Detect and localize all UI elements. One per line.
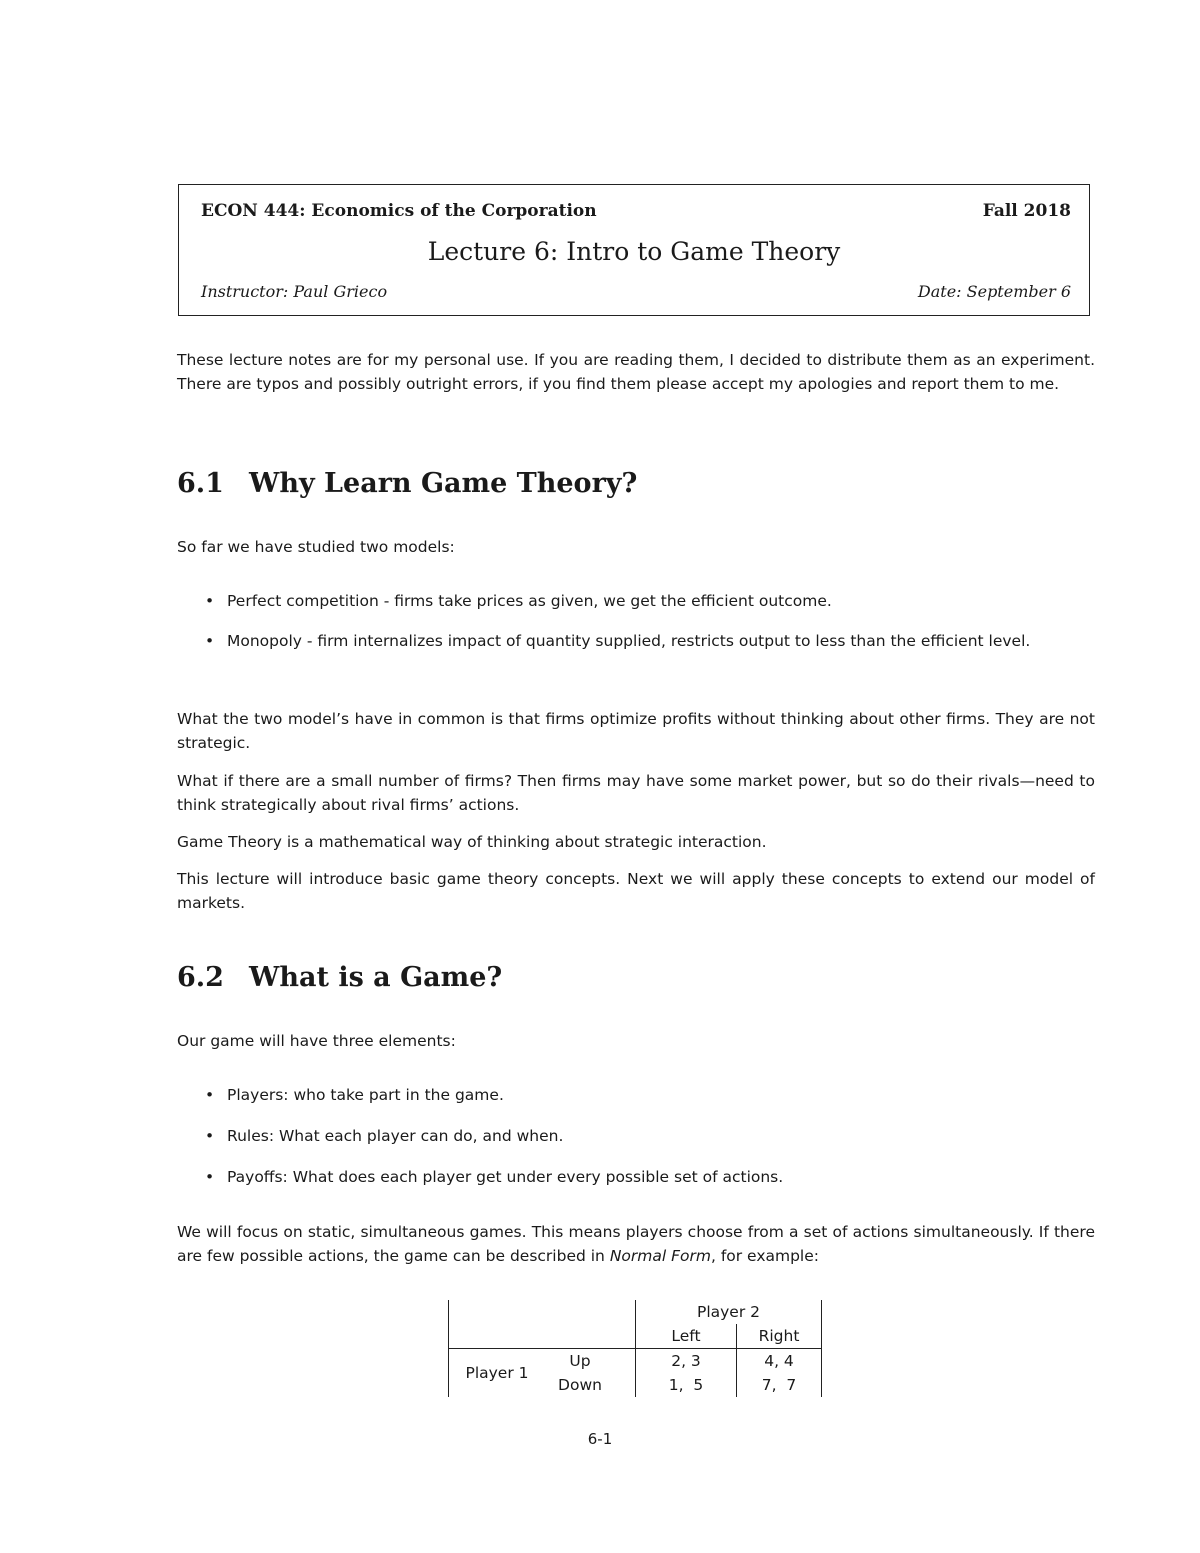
player1-cell	[449, 1349, 636, 1398]
section-title: What is a Game?	[249, 962, 503, 993]
page-number: 6-1	[587, 1430, 613, 1448]
closing-text: We will focus on static, simultaneous games. This means players choose from a set of actions simultaneously. If there are few possible actions, the game can be described in	[177, 1223, 1095, 1265]
list-item: • Perfect competition - firms take prices as given, we get the efficient outcome.	[205, 589, 1095, 613]
section-heading-6-1	[177, 468, 637, 499]
list-item: • Monopoly - firm internalizes impact of quantity supplied, restricts output to less than the efficient level.	[205, 629, 1095, 653]
section2-closing-paragraph	[177, 1220, 1095, 1268]
payoff-down-left: 1, 5	[636, 1373, 737, 1397]
instructor-label: Instructor: Paul Grieco	[201, 282, 388, 301]
column-header-left: Left	[636, 1324, 737, 1349]
table-cell-empty	[449, 1300, 636, 1324]
section1-paragraph: What the two model’s have in common is that firms optimize profits without thinking about other firms. They are not strategic.	[177, 710, 1095, 752]
section1-paragraph: This lecture will introduce basic game theory concepts. Next we will apply these concepts to extend our model of markets.	[177, 870, 1095, 912]
term-label: Fall 2018	[982, 201, 1071, 221]
list-item: • Players: who take part in the game.	[205, 1083, 1095, 1107]
list-item: • Rules: What each player can do, and when.	[205, 1124, 1095, 1148]
section2-lead: Our game will have three elements:	[177, 1032, 456, 1050]
section1-paragraph: What if there are a small number of firms? Then firms may have some market power, but so do their rivals—need to think strategically about rival firms’ actions.	[177, 772, 1095, 814]
lecture-header-box	[178, 184, 1090, 316]
intro-paragraph: These lecture notes are for my personal use. If you are reading them, I decided to distribute them as an experiment. There are typos and possibly outright errors, if you find them please accept my apologies and report them to me.	[177, 351, 1095, 393]
player2-label: Player 2	[636, 1300, 822, 1324]
column-header-right: Right	[737, 1324, 822, 1349]
section1-paragraph: Game Theory is a mathematical way of thinking about strategic interaction.	[177, 833, 767, 851]
section-title: Why Learn Game Theory?	[249, 468, 638, 499]
list-item: • Payoffs: What does each player get under every possible set of actions.	[205, 1165, 1095, 1189]
section1-lead: So far we have studied two models:	[177, 538, 455, 556]
table-cell-empty	[449, 1324, 636, 1349]
normal-form-term: Normal Form	[609, 1247, 711, 1265]
player1-label: Player 1	[465, 1364, 529, 1382]
section-number: 6.2	[177, 962, 224, 993]
normal-form-table	[448, 1300, 822, 1397]
section-heading-6-2	[177, 962, 502, 993]
row-label-up: Up	[569, 1352, 591, 1370]
closing-text-end: , for example:	[710, 1247, 819, 1265]
models-list	[205, 589, 1095, 653]
row-label-down: Down	[558, 1376, 602, 1394]
game-elements-list	[205, 1083, 1095, 1189]
payoff-up-left: 2, 3	[636, 1349, 737, 1374]
course-title: ECON 444: Economics of the Corporation	[201, 201, 597, 221]
section-number: 6.1	[177, 468, 224, 499]
payoff-up-right: 4, 4	[737, 1349, 822, 1374]
payoff-down-right: 7, 7	[737, 1373, 822, 1397]
date-label: Date: September 6	[917, 282, 1071, 301]
lecture-title: Lecture 6: Intro to Game Theory	[427, 237, 841, 266]
